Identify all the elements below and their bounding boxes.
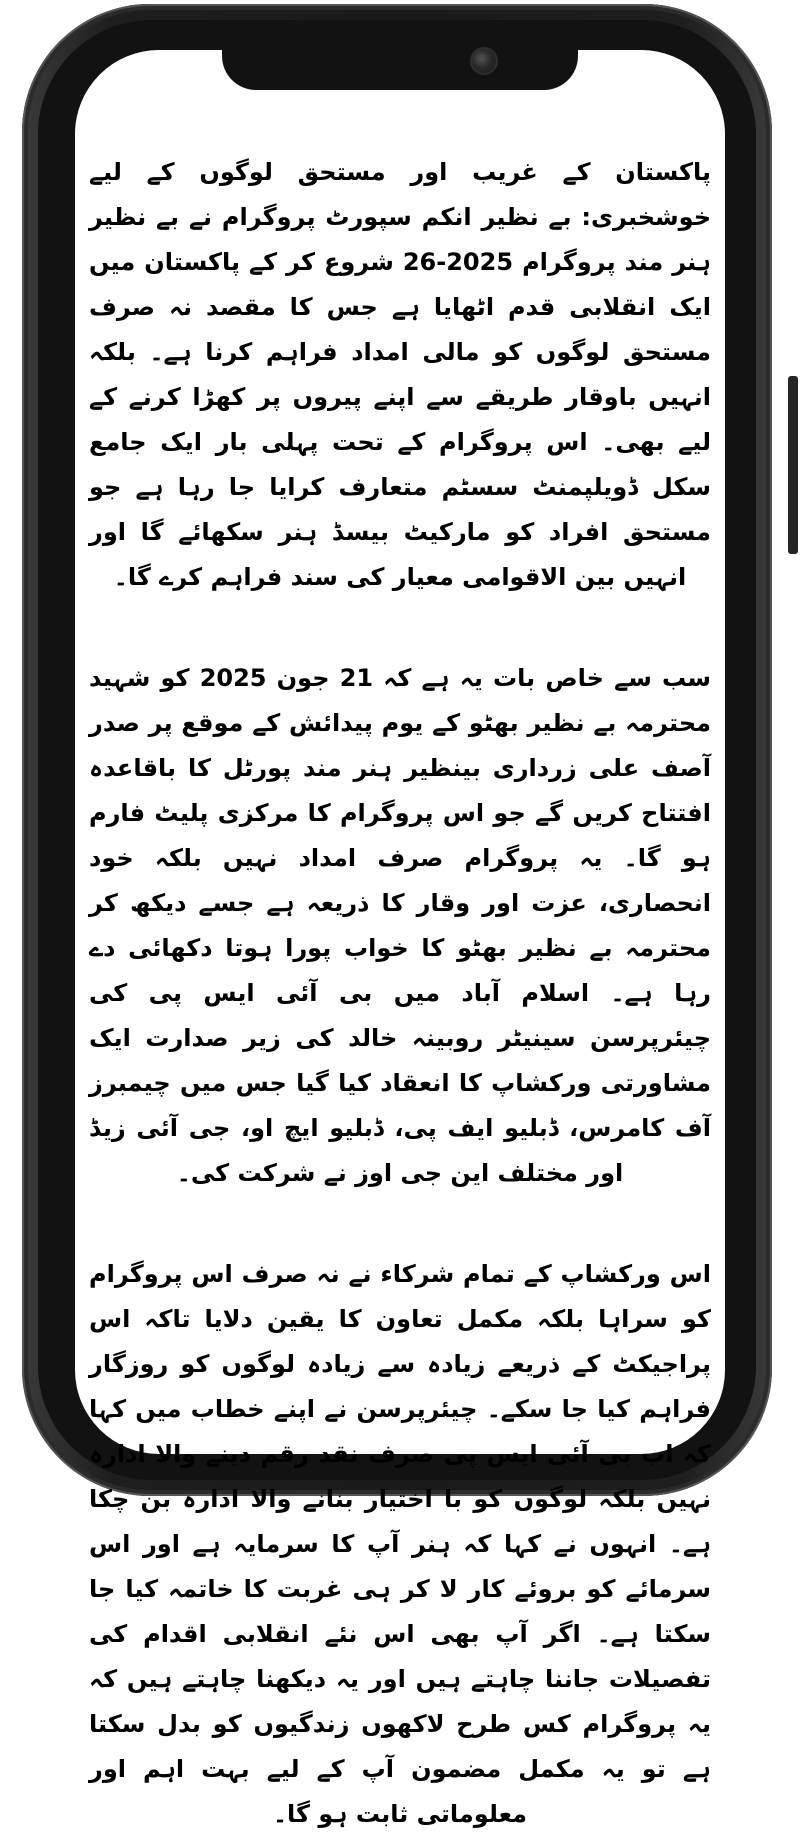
article-paragraph-3: اس ورکشاپ کے تمام شرکاء نے نہ صرف اس پروگرام کو سراہا بلکہ مکمل تعاون کا یقین دلایا تاکہ اس پراجیکٹ کے ذریعے زیادہ سے زیادہ لوگوں کو روزگار فراہم کیا جا سکے۔ چیئرپرسن نے اپنے خطاب میں کہا کہ اب بی آئی ایس پی صرف نقد رقم دینے والا ادارہ نہیں بلکہ لوگوں کو با اختیار بنانے والا ادارہ بن چکا ہے۔ انہوں نے کہا کہ ہنر آپ کا سرمایہ ہے اور اس سرمائے کو بروئے کار لا کر ہی غربت کا خاتمہ کیا جا سکتا ہے۔ اگر آپ بھی اس نئے انقلابی اقدام کی تفصیلات جاننا چاہتے ہیں اور یہ دیکھنا چاہتے ہیں کہ یہ پروگرام کس طرح لاکھوں زندگیوں کو بدل سکتا ہے تو یہ مکمل مضمون آپ کے لیے بہت اہم اور معلوماتی ثابت ہو گا۔ xyxy=(89,1260,711,1828)
article-paragraph-1: پاکستان کے غریب اور مستحق لوگوں کے لیے خوشخبری: بے نظیر انکم سپورٹ پروگرام نے بے نظیر ہنر مند پروگرام 2025-26 شروع کر کے پاکستان میں ایک انقلابی قدم اٹھایا ہے جس کا مقصد نہ صرف مستحق لوگوں کو مالی امداد فراہم کرنا ہے۔ بلکہ انہیں باوقار طریقے سے اپنے پیروں پر کھڑا کرنے کے لیے بھی۔ اس پروگرام کے تحت پہلی بار ایک جامع سکل ڈویلپمنٹ سسٹم متعارف کرایا جا رہا ہے جو مستحق افراد کو مارکیٹ بیسڈ ہنر سکھائے گا اور انہیں بین الاقوامی معیار کی سند فراہم کرے گا۔ xyxy=(89,158,711,591)
power-button xyxy=(788,376,798,554)
phone-notch xyxy=(222,40,578,90)
front-camera-icon xyxy=(470,47,498,75)
article-paragraph-2: سب سے خاص بات یہ ہے کہ 21 جون 2025 کو شہید محترمہ بے نظیر بھٹو کے یوم پیدائش کے موقع پر صدر آصف علی زرداری بینظیر ہنر مند پورٹل کا باقاعدہ افتتاح کریں گے جو اس پروگرام کا مرکزی پلیٹ فارم ہو گا۔ یہ پروگرام صرف امداد نہیں بلکہ خود انحصاری، عزت اور وقار کا ذریعہ ہے جسے دیکھ کر محترمہ بے نظیر بھٹو کا خواب پورا ہوتا دکھائی دے رہا ہے۔ اسلام آباد میں بی آئی ایس پی کی چیئرپرسن سینیٹر روبینہ خالد کی زیر صدارت ایک مشاورتی ورکشاپ کا انعقاد کیا گیا جس میں چیمبرز آف کامرس، ڈبلیو ایف پی، ڈبلیو ایچ او، جی آئی زیڈ اور مختلف این جی اوز نے شرکت کی۔ xyxy=(89,664,711,1187)
article-body xyxy=(75,150,725,1837)
phone-screen xyxy=(75,50,725,1828)
